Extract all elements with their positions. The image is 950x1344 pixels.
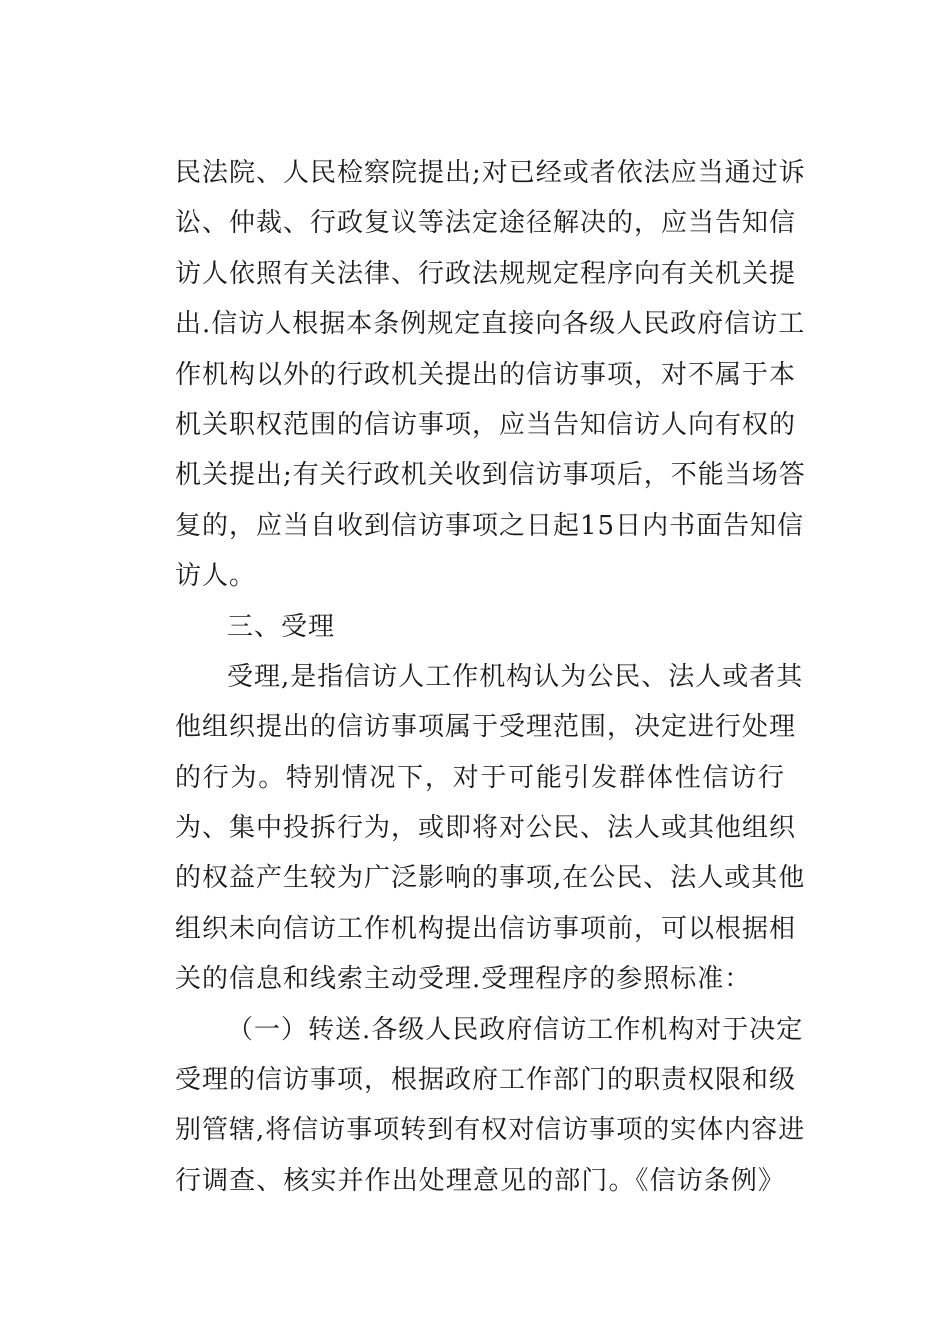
document-body [175,148,806,1206]
paragraph-first-line: 受理,是指信访人工作机构认为公民、法人或者其 [227,661,804,692]
text-line: 为、集中投拆行为，或即将对公民、法人或其他组织 [175,813,797,844]
text-line: 出.信访人根据本条例规定直接向各级人民政府信访工 [175,309,806,340]
text-line: 行调查、核实并作出处理意见的部门。《信访条例》 [175,1165,785,1196]
text-line: 组织未向信访工作机构提出信访事项前，可以根据相 [175,913,797,944]
text-line: 机关职权范围的信访事项，应当告知信访人向有权的 [175,409,797,440]
text-line: 机关提出;有关行政机关收到信访事项后，不能当场答 [175,460,806,491]
text-line: 关的信息和线索主动受理.受理程序的参照标准： [175,964,752,995]
text-line: 讼、仲裁、行政复议等法定途径解决的，应当告知信 [175,208,797,239]
text-line: 的行为。特别情况下，对于可能引发群体性信访行 [175,762,785,793]
text-line: 他组织提出的信访事项属于受理范围，决定进行处理 [175,712,797,743]
text-line: 的权益产生较为广泛影响的事项,在公民、法人或其他 [175,863,806,894]
text-line: 民法院、人民检察院提出;对已经或者依法应当通过诉 [175,158,806,188]
text-line: 作机构以外的行政机关提出的信访事项，对不属于本 [175,359,797,390]
text-line: 访人。 [175,561,257,592]
text-line: 复的，应当自收到信访事项之日起15日内书面告知信 [175,510,805,541]
text-line: 访人依照有关法律、行政法规规定程序向有关机关提 [175,258,797,289]
text-line: 受理的信访事项，根据政府工作部门的职责权限和级 [175,1065,797,1096]
paragraph-first-line: （一）转送.各级人民政府信访工作机构对于决定 [227,1014,804,1045]
text-line: 别管辖,将信访事项转到有权对信访事项的实体内容进 [175,1115,806,1146]
section-heading: 三、受理 [227,611,336,642]
